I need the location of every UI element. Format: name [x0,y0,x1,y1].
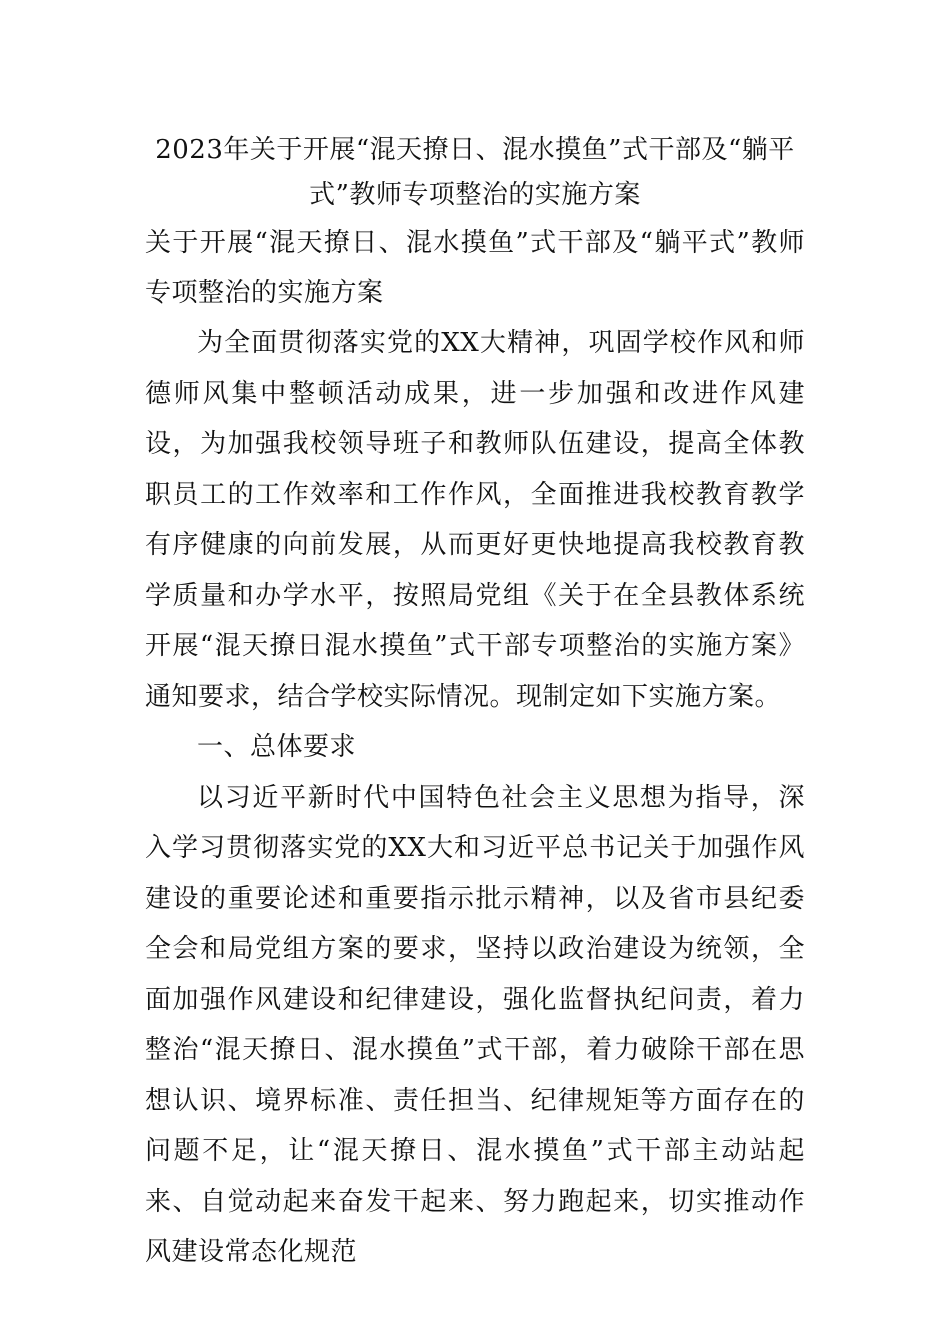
section-heading-overall-requirements: 一、总体要求 [197,732,357,762]
document-body [145,128,805,1278]
intro-paragraph: 为全面贯彻落实党的XX大精神，巩固学校作风和师德师风集中整顿活动成果，进一步加强和改进作风建设，为加强我校领导班子和教师队伍建设，提高全体教职员工的工作效率和工作作风，全面推进我校教育教学有序健康的向前发展，从而更好更快地提高我校教育教学质量和办学水平，按照局党组《关于在全县教体系统开展“混天撩日混水摸鱼”式干部专项整治的实施方案》通知要求，结合学校实际情况。现制定如下实施方案。 [145,328,805,712]
document-subtitle: 关于开展“混天撩日、混水摸鱼”式干部及“躺平式”教师专项整治的实施方案 [145,228,805,308]
section-paragraph-overall-requirements: 以习近平新时代中国特色社会主义思想为指导，深入学习贯彻落实党的XX大和习近平总书记关于加强作风建设的重要论述和重要指示批示精神，以及省市县纪委全会和局党组方案的要求，坚持以政治建设为统领，全面加强作风建设和纪律建设，强化监督执纪问责，着力整治“混天撩日、混水摸鱼”式干部，着力破除干部在思想认识、境界标准、责任担当、纪律规矩等方面存在的问题不足，让“混天撩日、混水摸鱼”式干部主动站起来、自觉动起来奋发干起来、努力跑起来，切实推动作风建设常态化规范 [145,782,805,1267]
document-title: 2023年关于开展“混天撩日、混水摸鱼”式干部及“躺平式”教师专项整治的实施方案 [155,135,795,210]
